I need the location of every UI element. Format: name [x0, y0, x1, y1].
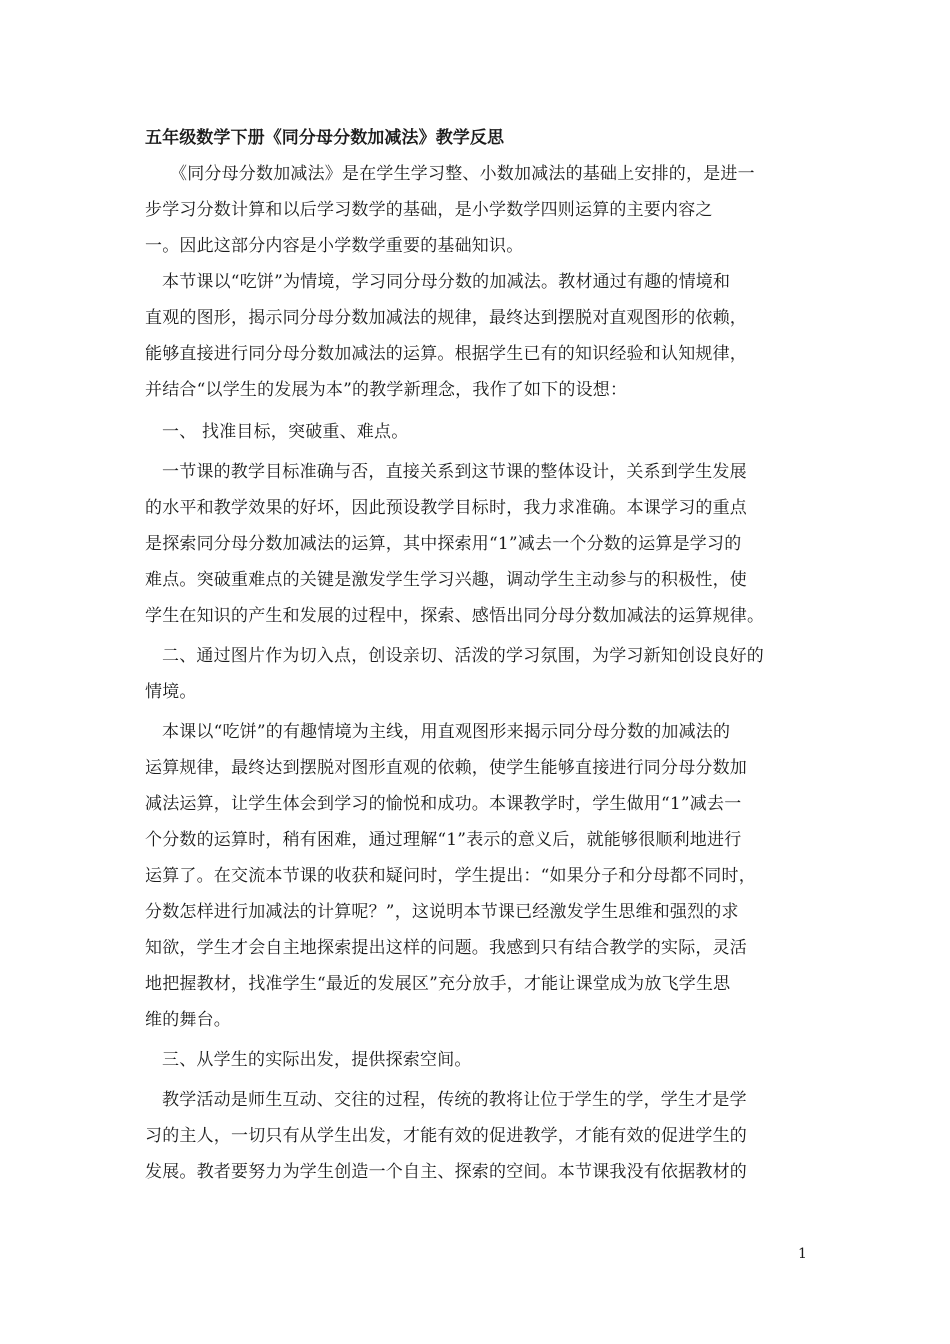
text-line: 发展。教者要努力为学生创造一个自主、探索的空间。本节课我没有依据教材的	[145, 1162, 747, 1182]
text-line: 学生在知识的产生和发展的过程中，探索、感悟出同分母分数加减法的运算规律。	[145, 606, 765, 626]
text-line: 习的主人，一切只有从学生出发，才能有效的促进教学，才能有效的促进学生的	[145, 1126, 747, 1146]
text-line: 一节课的教学目标准确与否，直接关系到这节课的整体设计，关系到学生发展	[162, 462, 747, 482]
text-line: 运算规律，最终达到摆脱对图形直观的依赖，使学生能够直接进行同分母分数加	[145, 758, 747, 778]
text-line: 维的舞台。	[145, 1010, 231, 1030]
text-line: 难点。突破重难点的关键是激发学生学习兴趣，调动学生主动参与的积极性，使	[145, 570, 747, 590]
page-number: 1	[798, 1246, 807, 1262]
text-line: 是探索同分母分数加减法的运算，其中探索用“1”减去一个分数的运算是学习的	[145, 534, 742, 554]
document-title: 五年级数学下册《同分母分数加减法》教学反思	[145, 128, 505, 148]
text-line: 减法运算，让学生体会到学习的愉悦和成功。本课教学时，学生做用“1”减去一	[145, 794, 742, 814]
text-line: 教学活动是师生互动、交往的过程，传统的教将让位于学生的学，学生才是学	[162, 1090, 747, 1110]
text-line: 个分数的运算时，稍有困难，通过理解“1”表示的意义后，就能够很顺利地进行	[145, 830, 742, 850]
text-line: 分数怎样进行加减法的计算呢？”，这说明本节课已经激发学生思维和强烈的求	[145, 902, 739, 922]
text-line: 知欲，学生才会自主地探索提出这样的问题。我感到只有结合教学的实际，灵活	[145, 938, 747, 958]
section-heading: 二、通过图片作为切入点，创设亲切、活泼的学习氛围，为学习新知创设良好的	[162, 646, 764, 666]
section-heading: 一、 找准目标，突破重、难点。	[162, 422, 409, 442]
text-line: 本课以“吃饼”的有趣情境为主线，用直观图形来揭示同分母分数的加减法的	[162, 722, 731, 742]
text-line: 本节课以“吃饼”为情境，学习同分母分数的加减法。教材通过有趣的情境和	[162, 272, 731, 292]
text-line: 直观的图形，揭示同分母分数加减法的规律，最终达到摆脱对直观图形的依赖，	[145, 308, 747, 328]
text-line: 并结合“以学生的发展为本”的教学新理念，我作了如下的设想：	[145, 380, 628, 400]
section-heading: 三、从学生的实际出发，提供探索空间。	[162, 1050, 472, 1070]
text-line: 一。因此这部分内容是小学数学重要的基础知识。	[145, 236, 524, 256]
text-line: 步学习分数计算和以后学习数学的基础，是小学数学四则运算的主要内容之	[145, 200, 713, 220]
text-line: 《同分母分数加减法》是在学生学习整、小数加减法的基础上安排的，是进一	[170, 164, 755, 184]
text-line: 运算了。在交流本节课的收获和疑问时，学生提出：“如果分子和分母都不同时，	[145, 866, 756, 886]
text-line: 的水平和教学效果的好坏，因此预设教学目标时，我力求准确。本课学习的重点	[145, 498, 747, 518]
text-line: 能够直接进行同分母分数加减法的运算。根据学生已有的知识经验和认知规律，	[145, 344, 747, 364]
section-heading: 情境。	[145, 682, 197, 702]
text-line: 地把握教材，找准学生“最近的发展区”充分放手，才能让课堂成为放飞学生思	[145, 974, 731, 994]
